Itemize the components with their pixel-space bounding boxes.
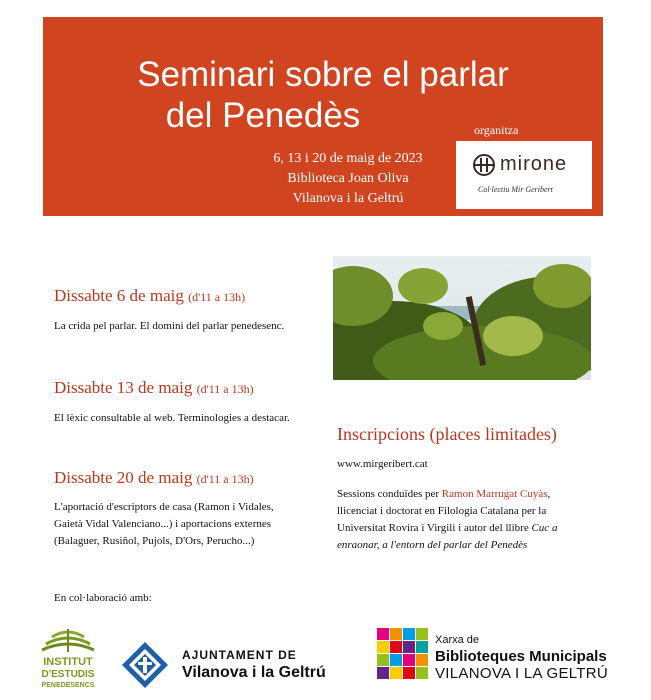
iep-line-3: PENEDESENCS [41, 682, 95, 689]
session-3-title [54, 468, 254, 488]
iep-line-2: D'ESTUDIS [41, 669, 95, 680]
iep-logo [36, 624, 100, 696]
iep-line-1: INSTITUT [43, 656, 93, 668]
organizer-logo [456, 141, 592, 209]
xarxa-line-3: VILANOVA I LA GELTRÚ [435, 665, 609, 682]
organitza-label: organitza [474, 123, 519, 137]
session-2-day: Dissabte 13 de maig [54, 378, 193, 397]
book-vine-icon [36, 624, 100, 654]
xarxa-line-2: Biblioteques Municipals [435, 648, 607, 665]
title-line-1: Seminari sobre el parlar [137, 55, 509, 94]
speaker-paragraph [337, 486, 592, 554]
organizer-logo-word: mirone [500, 153, 568, 175]
speaker-text-before: Sessions conduïdes per [337, 488, 442, 500]
session-3-topic: L'aportació d'escriptors de casa (Ramon i Vidales, Gaietà Vidal Valenciano...) i aportacions externes (Balaguer, Rusiñol, Pujols, D'Ors, Perucho...) [54, 501, 274, 547]
ajuntament-shield-icon [120, 640, 170, 690]
session-2-topic: El lèxic consultable al web. Terminologies a destacar. [54, 412, 290, 424]
xarxa-line-1: Xarxa de [435, 634, 480, 646]
session-1-hours: (d'11 a 13h) [188, 290, 246, 304]
biblioteques-grid-icon [377, 628, 429, 680]
event-city: Vilanova i la Geltrú [292, 191, 404, 206]
vineyard-photo [333, 256, 591, 380]
session-2-title [54, 378, 254, 398]
speaker-name: Ramon Marrugat Cuyàs [441, 488, 548, 500]
session-1-title [54, 286, 245, 306]
event-venue: Biblioteca Joan Oliva [287, 171, 409, 186]
title-line-2: del Penedès [165, 96, 361, 135]
organizer-logo-sub: Col·lectiu Mir Geribert [478, 185, 553, 194]
mirone-emblem-icon [472, 153, 496, 177]
session-1-day: Dissabte 6 de maig [54, 286, 184, 305]
website-link[interactable]: www.mirgeribert.cat [337, 458, 428, 470]
event-dates: 6, 13 i 20 de maig de 2023 [273, 151, 423, 166]
header-banner [43, 17, 603, 216]
session-3-day: Dissabte 20 de maig [54, 468, 193, 487]
inscripcions-heading: Inscripcions (places limitades) [337, 424, 557, 444]
ajuntament-line-1: AJUNTAMENT DE [182, 648, 297, 662]
speaker-text-mid: , llicenciat i doctorat en Filologia Catalana per la Universitat Rovira i Virgili i autor del llibre [337, 488, 551, 534]
book-title: Cuc a enraonar, a l'entorn del parlar del Penedès [337, 522, 558, 551]
ajuntament-line-2: Vilanova i la Geltrú [182, 664, 326, 681]
session-1-topic: La crida pel parlar. El domini del parlar penedesenc. [54, 320, 285, 332]
collaboration-label: En col·laboració amb: [54, 592, 152, 604]
session-3-hours: (d'11 a 13h) [196, 472, 254, 486]
session-2-hours: (d'11 a 13h) [196, 382, 254, 396]
